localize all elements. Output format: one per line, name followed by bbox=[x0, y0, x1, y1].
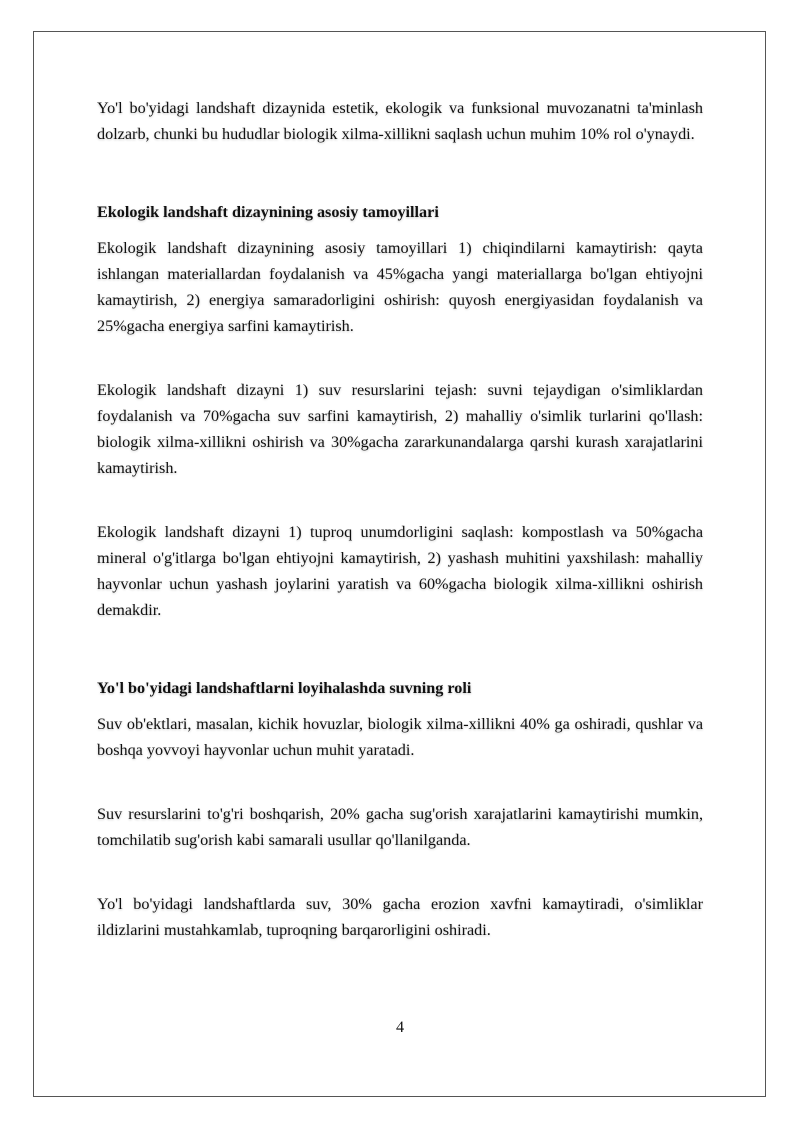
section-heading-water-role: Yo'l bo'yidagi landshaftlarni loyihalashda suvning roli bbox=[97, 679, 472, 697]
section2-paragraph-1: Suv ob'ektlari, masalan, kichik hovuzlar, biologik xilma-xillikni 40% ga oshiradi, qushlar va boshqa yovvoyi hayvonlar uchun muhit yaratadi. bbox=[97, 715, 703, 759]
document-body bbox=[97, 95, 703, 943]
section1-paragraph-2: Ekologik landshaft dizayni 1) suv resurslarini tejash: suvni tejaydigan o'simliklardan foydalanish va 70%gacha suv sarfini kamaytirish, 2) mahalliy o'simlik turlarini qo'llash: biologik xilma-xillikni oshirish va 30%gacha zararkunandalarga qarshi kurash xarajatlarini kamaytirish. bbox=[97, 381, 703, 477]
section-heading-ecological-principles: Ekologik landshaft dizaynining asosiy tamoyillari bbox=[97, 203, 439, 221]
section1-paragraph-3: Ekologik landshaft dizayni 1) tuproq unumdorligini saqlash: kompostlash va 50%gacha mineral o'g'itlarga bo'lgan ehtiyojni kamaytirish, 2) yashash muhitini yaxshilash: mahalliy hayvonlar uchun yashash joylarini yaratish va 60%gacha biologik xilma-xillikni oshirish demakdir. bbox=[97, 523, 703, 619]
section2-paragraph-3: Yo'l bo'yidagi landshaftlarda suv, 30% gacha erozion xavfni kamaytiradi, o'simliklar ildizlarini mustahkamlab, tuproqning barqarorligini oshiradi. bbox=[97, 895, 703, 939]
section1-paragraph-1: Ekologik landshaft dizaynining asosiy tamoyillari 1) chiqindilarni kamaytirish: qayta ishlangan materiallardan foydalanish va 45%gacha yangi materiallarga bo'lgan ehtiyojni kamaytirish, 2) energiya samaradorligini oshirish: quyosh energiyasidan foydalanish va 25%gacha energiya sarfini kamaytirish. bbox=[97, 239, 703, 335]
page-number: 4 bbox=[395, 1018, 405, 1036]
section2-paragraph-2: Suv resurslarini to'g'ri boshqarish, 20% gacha sug'orish xarajatlarini kamaytirishi mumkin, tomchilatib sug'orish kabi samarali usullar qo'llanilganda. bbox=[97, 805, 703, 849]
intro-paragraph: Yo'l bo'yidagi landshaft dizaynida estetik, ekologik va funksional muvozanatni ta'minlash dolzarb, chunki bu hududlar biologik xilma-xillikni saqlash uchun muhim 10% rol o'ynaydi. bbox=[97, 99, 703, 143]
